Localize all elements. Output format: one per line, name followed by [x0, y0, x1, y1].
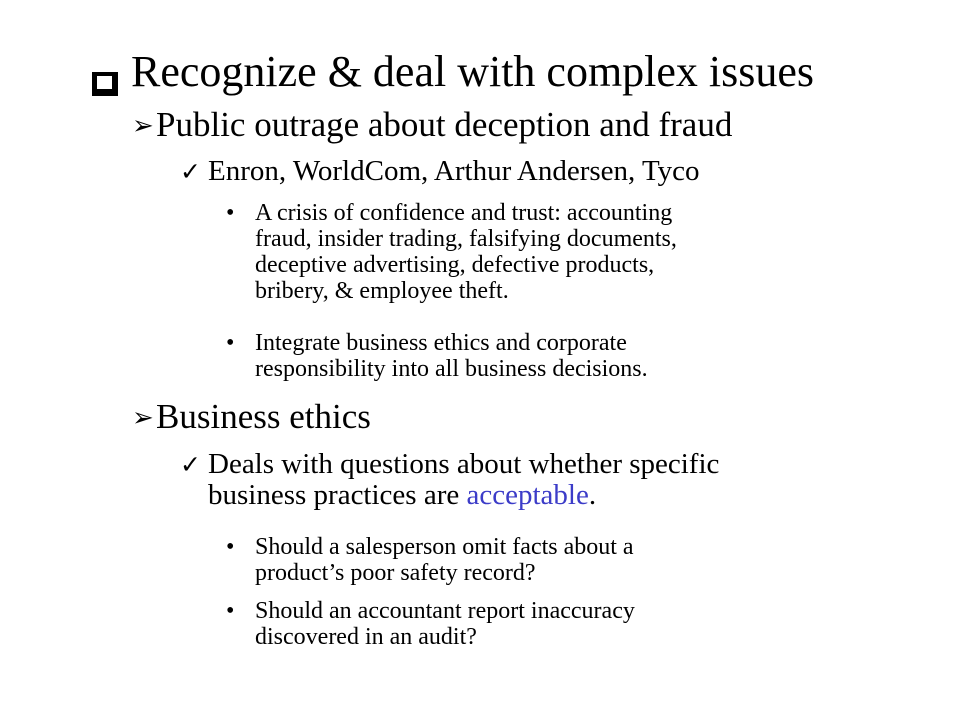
square-bullet-icon [90, 58, 120, 86]
dot-bullet-icon: • [226, 330, 235, 356]
section-1-item-2-text: Integrate business ethics and corporate responsibility into all business decisions. [255, 330, 648, 382]
dot-bullet-icon: • [226, 534, 235, 560]
section-2-point-line-2-start: business practices are [208, 479, 467, 511]
section-2-item-1-text: Should a salesperson omit facts about a product’s poor safety record? [255, 534, 634, 586]
heading-text: Recognize & deal with complex issues [131, 47, 815, 96]
checkmark-bullet-icon: ✓ [180, 450, 201, 479]
section-2-title: Business ethics [156, 397, 371, 436]
dot-bullet-icon: • [226, 598, 235, 624]
section-2-item-2-text: Should an accountant report inaccuracy discovered in an audit? [255, 598, 635, 650]
section-2-point [208, 449, 719, 511]
checkmark-bullet-icon: ✓ [180, 157, 201, 186]
arrowhead-bullet-icon: ➢ [132, 403, 154, 433]
section-2-point-line-2-end: . [588, 479, 597, 511]
dot-bullet-icon: • [226, 200, 235, 226]
acceptable-highlight: acceptable [466, 479, 589, 511]
section-2-point-line-1: Deals with questions about whether specific [208, 448, 720, 480]
section-1-point: Enron, WorldCom, Arthur Andersen, Tyco [208, 155, 700, 187]
arrowhead-bullet-icon: ➢ [132, 111, 154, 141]
section-1-item-1-text: A crisis of confidence and trust: accounting fraud, insider trading, falsifying documents, deceptive advertising, defective products, bribery, & employee theft. [255, 200, 677, 304]
section-1-title: Public outrage about deception and fraud [156, 105, 733, 144]
